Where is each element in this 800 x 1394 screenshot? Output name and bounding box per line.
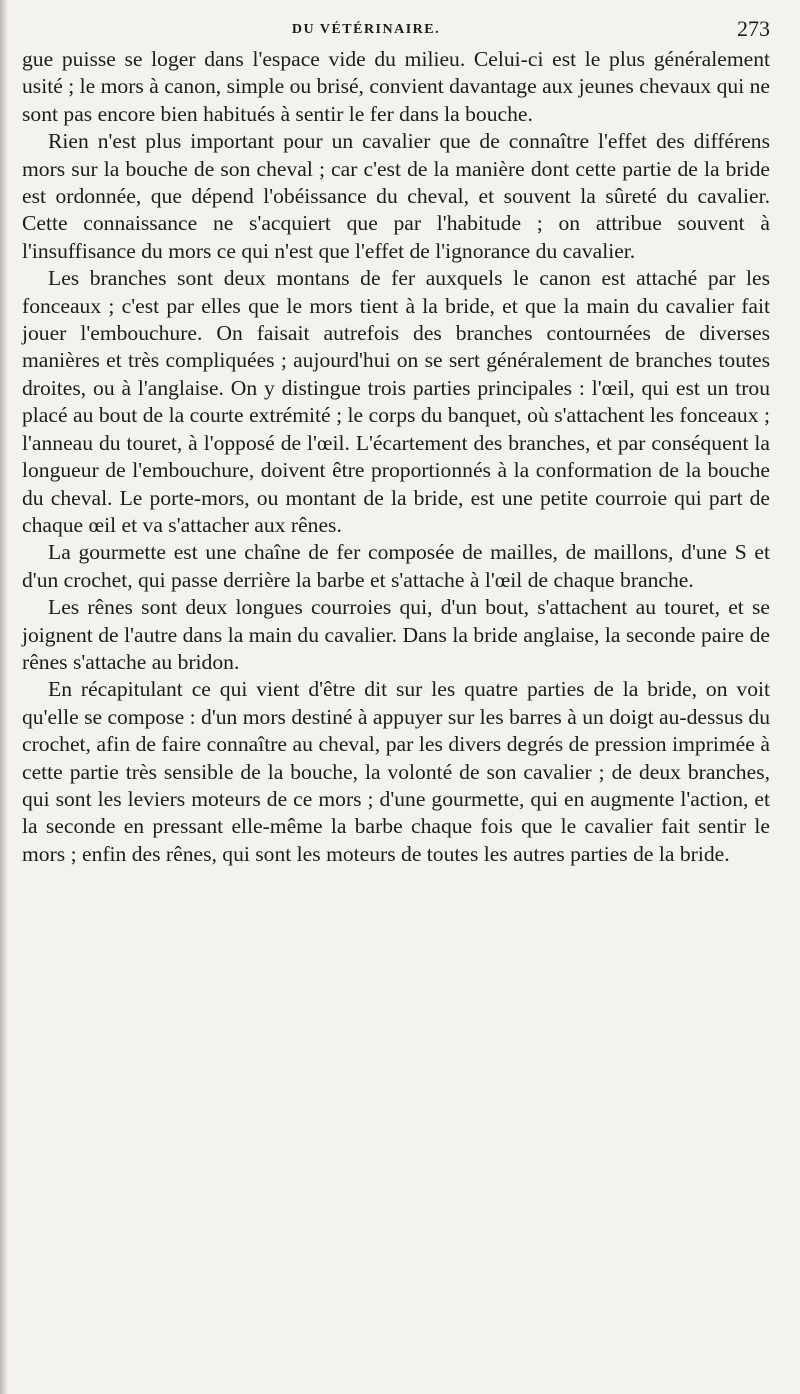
paragraph: gue puisse se loger dans l'espace vide du milieu. Celui-ci est le plus généralement usité ; le mors à canon, simple ou brisé, convient davantage aux jeunes chevaux qui ne sont pas encore bien habitués à sentir le fer dans la bouche.: [22, 47, 770, 126]
body-text: [22, 46, 770, 868]
page-number: 273: [737, 16, 770, 41]
paragraph: Rien n'est plus important pour un cavalier que de connaître l'effet des différens mors sur la bouche de son cheval ; car c'est de la manière dont cette partie de la bride est ordonnée, que dépend l'obéissance du cheval, et souvent la sûreté du cavalier. Cette connaissance ne s'acquiert que par l'habitude ; on attribue souvent à l'insuffisance du mors ce qui n'est que l'effet de l'ignorance du cavalier.: [22, 129, 770, 263]
binding-shadow: [0, 0, 8, 1394]
paragraph: La gourmette est une chaîne de fer composée de mailles, de maillons, d'une S et d'un crochet, qui passe derrière la barbe et s'attache à l'œil de chaque branche.: [22, 540, 770, 592]
running-head: DU VÉTÉRINAIRE.: [291, 22, 441, 37]
paragraph: Les rênes sont deux longues courroies qui, d'un bout, s'attachent au touret, et se joignent de l'autre dans la main du cavalier. Dans la bride anglaise, la seconde paire de rênes s'attache au bridon.: [22, 595, 770, 674]
paragraph: Les branches sont deux montans de fer auxquels le canon est attaché par les fonceaux ; c'est par elles que le mors tient à la bride, et que la main du cavalier fait jouer l'embouchure. On faisait autrefois des branches contournées de diverses manières et très compliquées ; aujourd'hui on se sert généralement de branches toutes droites, ou à l'anglaise. On y distingue trois parties principales : l'œil, qui est un trou placé au bout de la courte extrémité ; le corps du banquet, où s'attachent les fonceaux ; l'anneau du touret, à l'opposé de l'œil. L'écartement des branches, et par conséquent la longueur de l'embouchure, doivent être proportionnés à la conformation de la bouche du cheval. Le porte-mors, ou montant de la bride, est une petite courroie qui part de chaque œil et va s'attacher aux rênes.: [22, 266, 770, 537]
paragraph: En récapitulant ce qui vient d'être dit sur les quatre parties de la bride, on voit qu'elle se compose : d'un mors destiné à appuyer sur les barres à un doigt au-dessus du crochet, afin de faire connaître au cheval, par les divers degrés de pression imprimée à cette partie très sensible de la bouche, la volonté de son cavalier ; de deux branches, qui sont les leviers moteurs de ce mors ; d'une gourmette, qui en augmente l'action, et la seconde en pressant elle-même la barbe chaque fois que le cavalier fait sentir le mors ; enfin des rênes, qui sont les moteurs de toutes les autres parties de la bride.: [22, 677, 770, 866]
page-header: [22, 16, 770, 46]
